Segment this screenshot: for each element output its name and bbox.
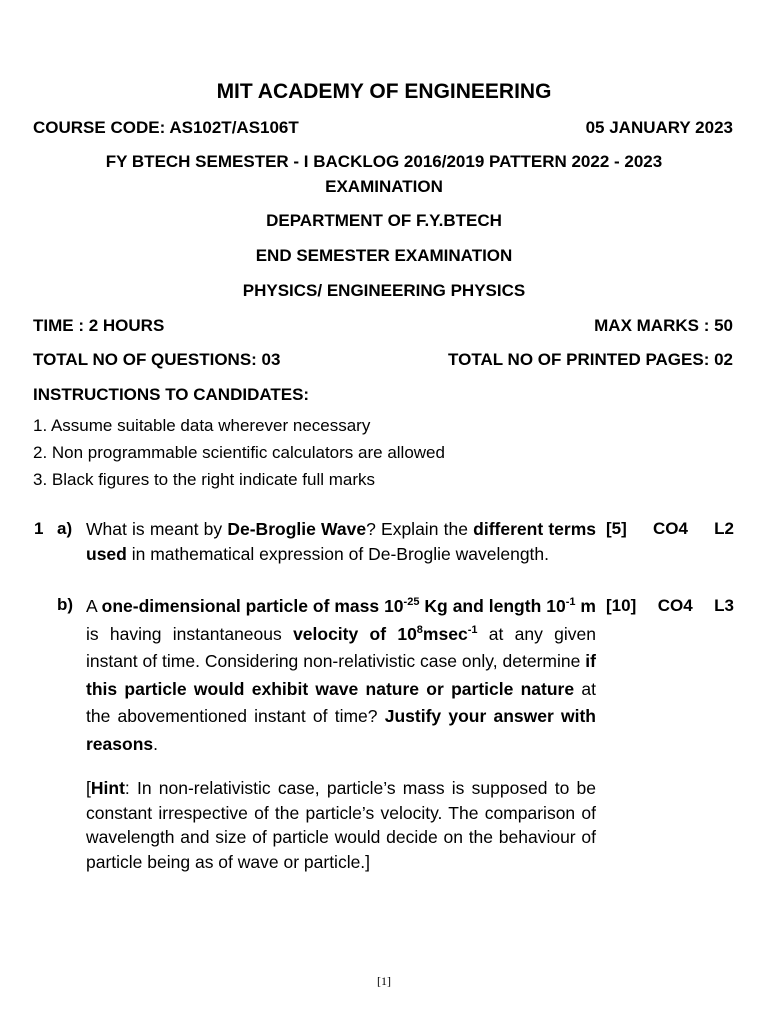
part-b-label: b): [57, 595, 74, 614]
subject: PHYSICS/ ENGINEERING PHYSICS: [242, 281, 526, 300]
exam-time: TIME : 2 HOURS: [33, 316, 165, 335]
question-1a-text: What is meant by De-Broglie Wave? Explain the different terms used in mathematical expression of De-Broglie wavelength.: [86, 519, 596, 564]
institution-title: MIT ACADEMY OF ENGINEERING: [216, 80, 552, 103]
question-1a-marks: [5]: [606, 519, 627, 538]
question-number: 1: [34, 519, 44, 538]
instruction-item-2: 2. Non programmable scientific calculators are allowed: [33, 443, 445, 462]
question-1b-co: CO4: [657, 596, 693, 615]
question-1b-marks: [10]: [606, 596, 637, 615]
course-code: COURSE CODE: AS102T/AS106T: [33, 118, 299, 137]
question-1a-level: L2: [714, 519, 734, 538]
totals-row: [33, 350, 733, 370]
program-line-2: EXAMINATION: [325, 177, 443, 196]
exam-date: 05 JANUARY 2023: [585, 118, 733, 137]
instruction-item-1: 1. Assume suitable data wherever necessary: [33, 416, 371, 435]
question-1b-level: L3: [714, 596, 734, 615]
total-questions: TOTAL NO OF QUESTIONS: 03: [33, 350, 281, 369]
part-a-label: a): [57, 519, 73, 538]
program-line-1: FY BTECH SEMESTER - I BACKLOG 2016/2019 PATTERN 2022 - 2023: [105, 152, 663, 171]
question-1b-hint: [Hint: In non-relativistic case, particle’s mass is supposed to be constant irrespective of the particle’s velocity. The comparison of wavelength and size of particle would decide on the behaviour of particle being as of wave or particle.]: [86, 778, 596, 872]
instructions-heading: INSTRUCTIONS TO CANDIDATES:: [33, 385, 310, 404]
total-pages: TOTAL NO OF PRINTED PAGES: 02: [448, 350, 733, 369]
page-number: [1]: [377, 974, 391, 988]
instruction-item-3: 3. Black figures to the right indicate full marks: [33, 470, 376, 489]
max-marks: MAX MARKS : 50: [594, 316, 733, 335]
department: DEPARTMENT OF F.Y.BTECH: [266, 211, 502, 230]
question-1a-marks-row: [606, 519, 734, 539]
course-row: [33, 118, 733, 138]
question-1b-marks-row: [606, 596, 734, 616]
question-1b-text: A one-dimensional particle of mass $10^{-25}$ Kg and length $10^{-1}$ m is having instantaneous velocity of $10^8msec^{-1}$ at any given instant of time. Considering non-relativistic case only, determine if this particle would exhibit wave nature or particle nature at the abovementioned instant of time? Justify your answer with reasons.: [86, 596, 596, 754]
exam-type: END SEMESTER EXAMINATION: [255, 246, 513, 265]
question-1a-co: CO4: [652, 519, 688, 538]
time-marks-row: [33, 316, 733, 336]
